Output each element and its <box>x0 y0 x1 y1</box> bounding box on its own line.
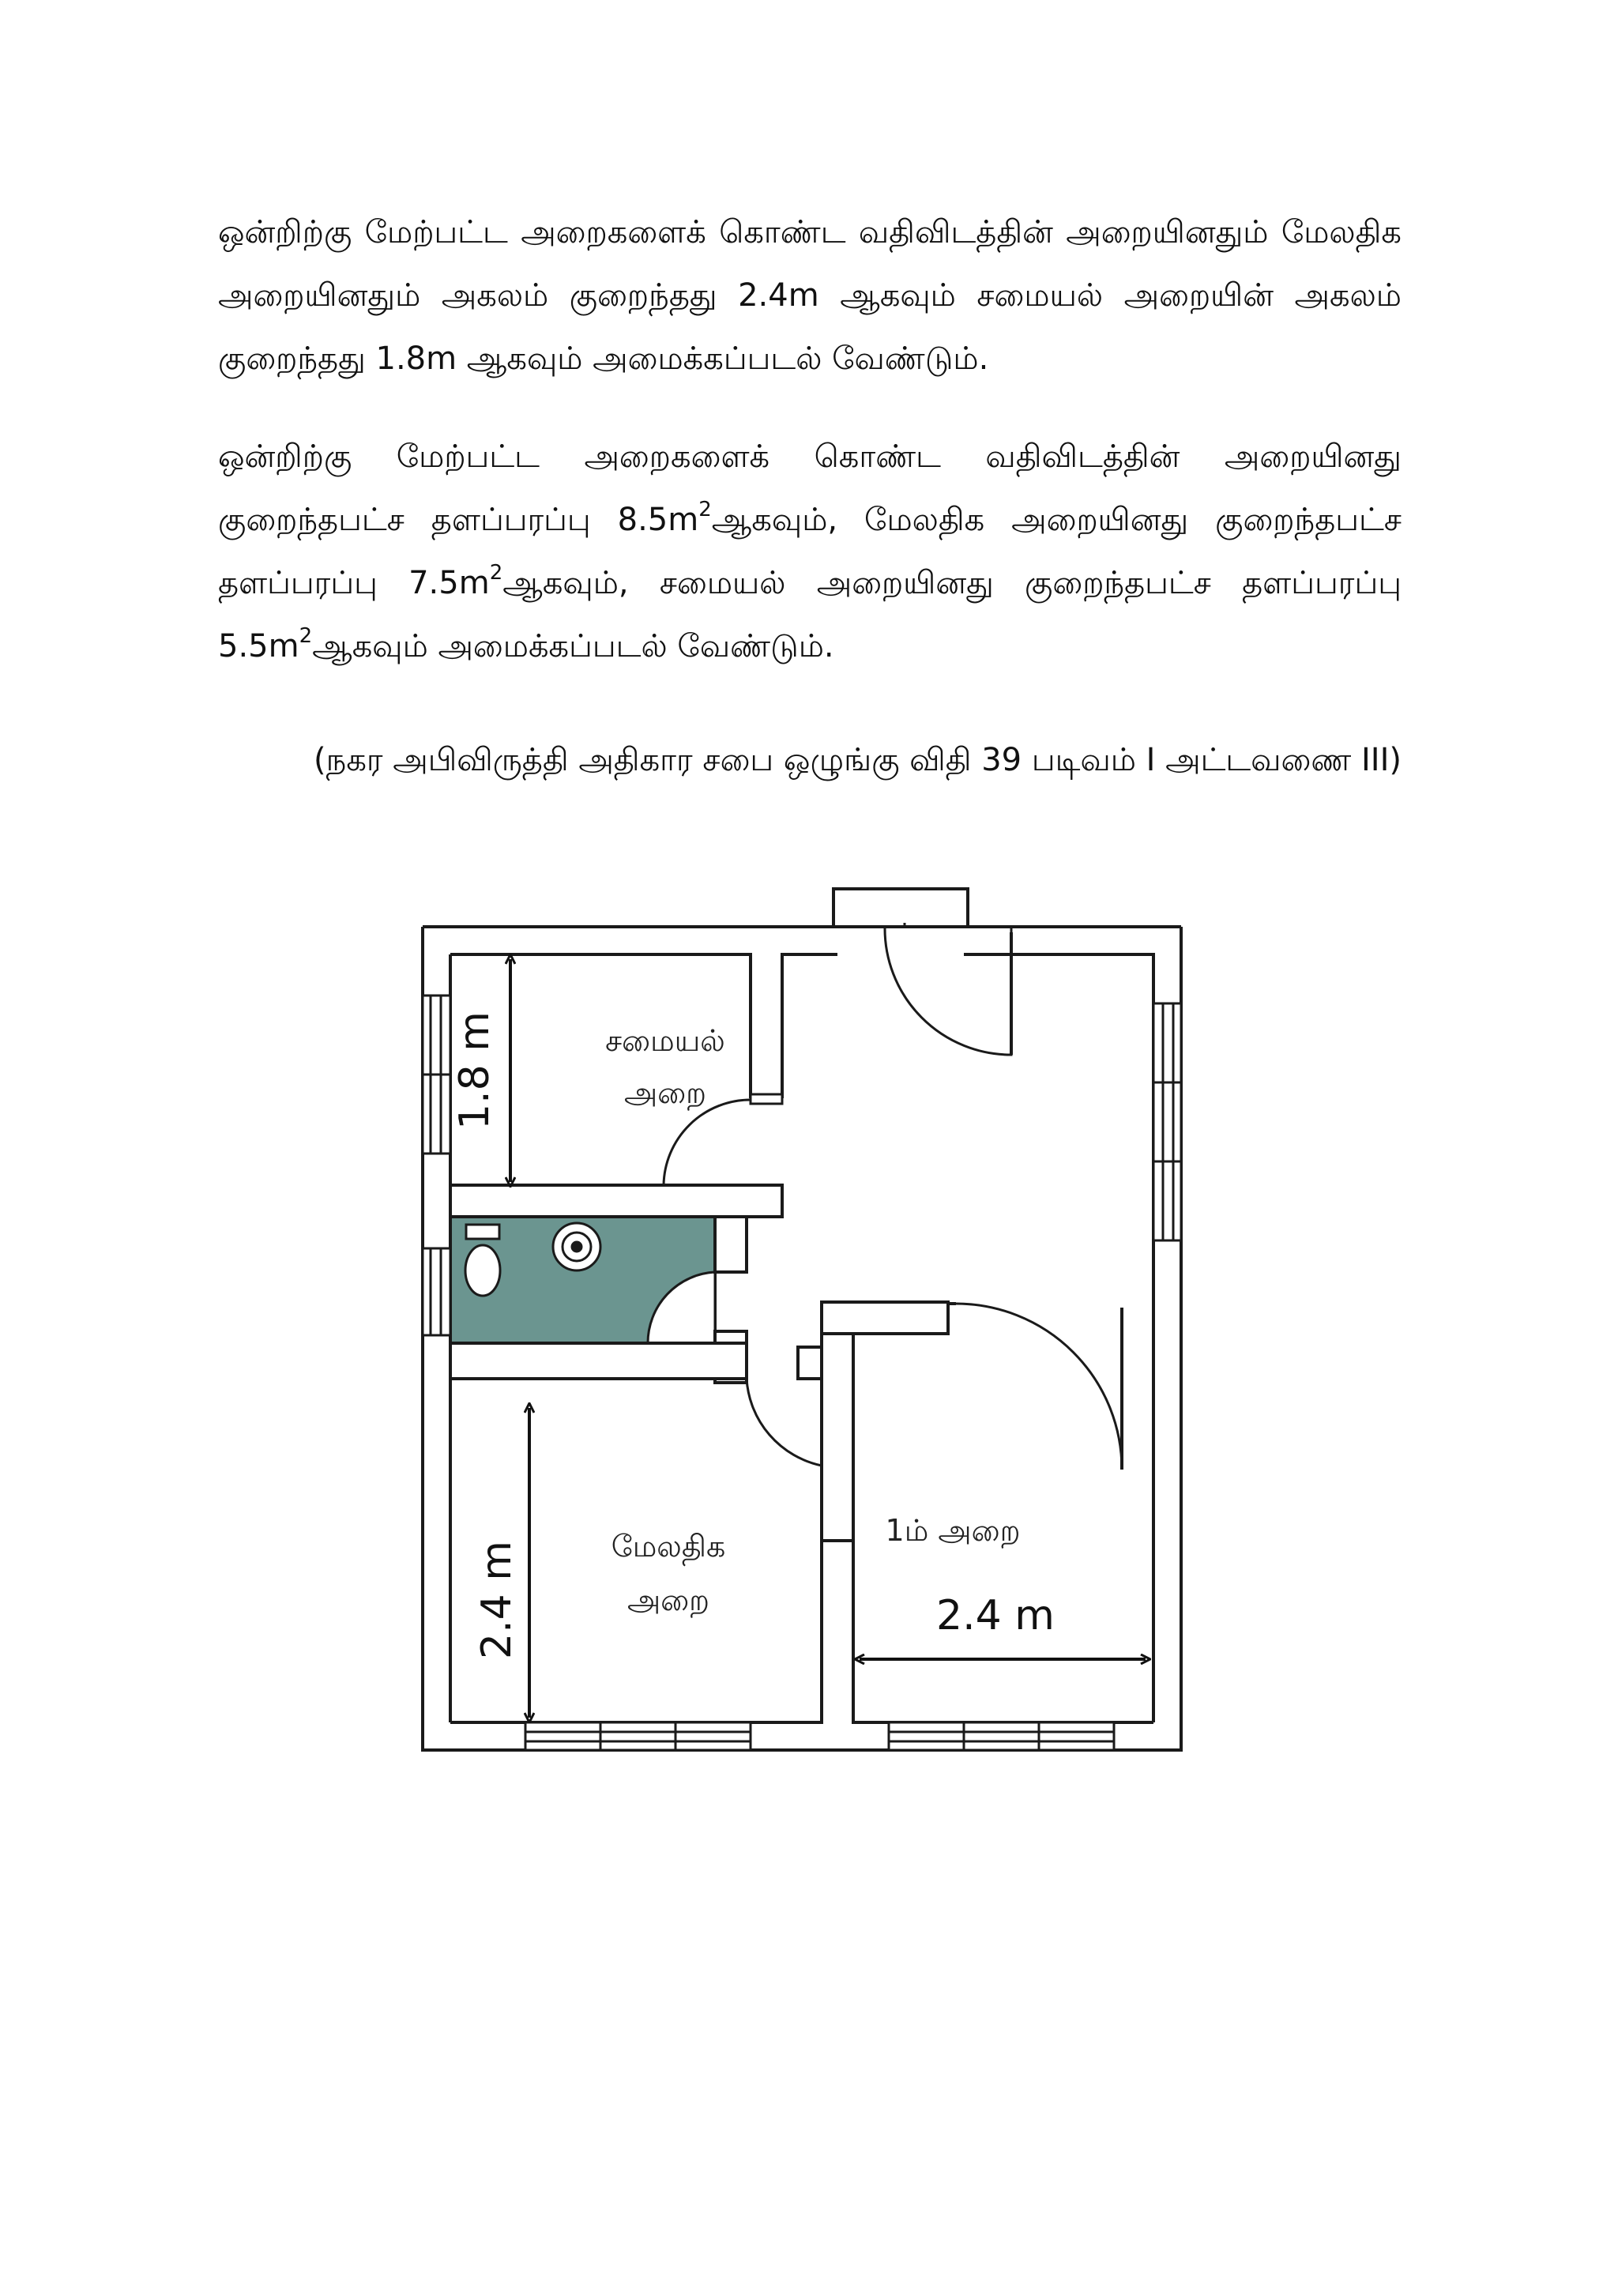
entrance-door-swing <box>885 923 1011 1055</box>
superscript-2: 2 <box>299 624 313 648</box>
paragraph-floor-areas <box>218 425 1402 678</box>
toilet-icon <box>465 1225 500 1296</box>
window-left-bath <box>423 1248 450 1335</box>
kitchen-door-jamb <box>751 1094 782 1104</box>
superscript-2: 2 <box>698 498 712 521</box>
window-right <box>1153 1003 1181 1240</box>
kitchen-dimension-label: 1.8 m <box>451 1011 499 1130</box>
sink-icon <box>553 1223 600 1270</box>
extra-room-dimension-label: 2.4 m <box>473 1541 521 1659</box>
regulation-citation: (நகர அபிவிருத்தி அதிகார சபை ஒழுங்கு விதி 39 படிவம் I அட்டவணை III) <box>314 742 1402 778</box>
window-left-top <box>423 996 450 1154</box>
window-bottom-left <box>525 1722 751 1750</box>
first-room-top-wall <box>822 1302 948 1541</box>
window-bottom-right <box>889 1722 1114 1750</box>
paragraph-room-widths: ஒன்றிற்கு மேற்பட்ட அறைகளைக் கொண்ட வதிவிடத்தின் அறையினதும் மேலதிக அறையினதும் அகலம் குறைந்தது 2.4m ஆகவும் சமையல் அறையின் அகலம் குறைந்தது 1.8m ஆகவும் அமைக்கப்படல் வேண்டும். <box>218 214 1402 377</box>
kitchen-door-swing <box>664 1100 751 1185</box>
bath-extra-partition <box>450 1343 849 1379</box>
superscript-2: 2 <box>489 561 503 585</box>
first-room-door-swing <box>956 1304 1122 1470</box>
first-room-dimension-label: 2.4 m <box>936 1592 1055 1639</box>
extra-room-door-swing <box>747 1379 822 1466</box>
first-room-label: 1ம் அறை <box>885 1513 1021 1548</box>
extra-room-label-line2: அறை <box>627 1583 710 1617</box>
para2-part1: ஒன்றிற்கு மேற்பட்ட அறைகளைக் கொண்ட வதிவிடத்தின் அறையினது குறைந்தபட்ச தளப்பரப்பு 8.5m <box>218 438 1402 538</box>
entrance-frame <box>833 889 968 927</box>
kitchen-label-line1: சமையல் <box>605 1023 725 1058</box>
para2-part3: ஆகவும், சமையல் அறையினது குறைந்தபட்ச தளப்பரப்பு 5.5m <box>218 565 1402 664</box>
kitchen-label-line2: அறை <box>623 1075 707 1110</box>
para2-part2: ஆகவும், மேலதிக அறையினது குறைந்தபட்ச தளப்பரப்பு 7.5m <box>218 502 1402 601</box>
floor-plan <box>411 877 1201 1770</box>
kitchen-partition <box>450 1185 782 1217</box>
para2-part4: ஆகவும் அமைக்கப்படல் வேண்டும். <box>312 628 834 664</box>
extra-room-label-line1: மேலதிக <box>611 1529 726 1564</box>
